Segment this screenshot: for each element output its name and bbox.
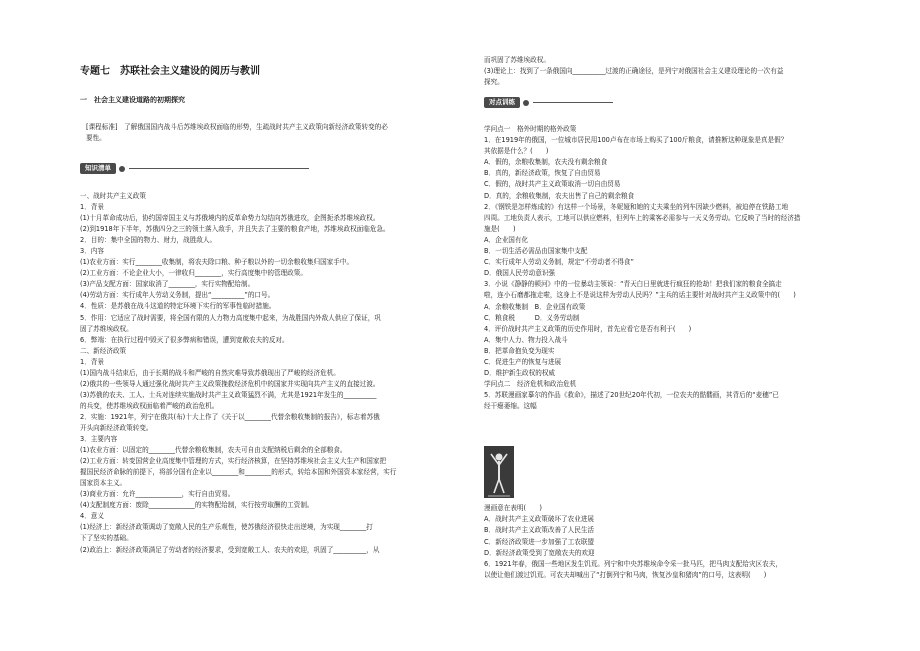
question-line: 3．小说《静静的顿河》中的一位暴动主领说：“青天白日里就进行疯狂的抢劫！把我们家的粮食全搞走	[484, 280, 782, 289]
question-line: A．假的，余粮收集制，农夫没有剩余粮食	[484, 158, 608, 167]
left-column	[80, 191, 440, 556]
question-line: 其依据是什么？( )	[484, 147, 549, 156]
bullet-icon	[523, 100, 529, 106]
question-line: 施是( )	[484, 224, 516, 233]
banner-rule	[533, 102, 613, 103]
question-line: 学问点一 格外时期的格外政策	[484, 125, 577, 133]
question-line: A．企业国有化	[484, 235, 529, 244]
text-line: 2．目的：集中全国的物力、财力，战胜敌人。	[80, 236, 217, 245]
text-line: 而巩固了苏维埃政权。	[484, 56, 550, 64]
text-line: (4)劳动方面：实行成年人劳动义务制，提出“__________”的口号。	[80, 291, 275, 300]
question-line: C．实行成年人劳动义务制，规定“不劳动者不得食”	[484, 258, 634, 267]
text-line: (1)十月革命成功后，协约国帝国主义与苏俄境内的反革命势力勾结向苏俄进攻，企图扼杀苏维埃政权。	[80, 214, 380, 223]
knowledge-banner	[80, 163, 309, 174]
curriculum-standard	[86, 122, 438, 144]
question-line: D．俄国人民劳动意识强	[484, 269, 556, 278]
text-line: 的兵变，使苏维埃政权面临着严峻的政治危机。	[80, 401, 219, 410]
question-line: A．余粮收集制 B．企业国有政策	[484, 302, 586, 311]
question-line: 啦，连小石磨都拖走啦，这身上不是说这样为劳动人民吗？”主兵的话主要针对战时共产主义政策中的( )	[484, 291, 796, 300]
text-line: 3．内容	[80, 247, 104, 256]
text-line: 探究。	[484, 78, 504, 86]
question-line: 2．《钢铁是怎样炼成的》有这样一个场景，冬妮娅和她的丈夫乘坐的列车因缺少燃料，被迫停在铁路工地	[484, 202, 789, 211]
question-line: D．维护新生政权的权威	[484, 369, 556, 378]
question-line: B．战时共产主义政策改善了人民生活	[484, 526, 595, 535]
standard-line: 要性。	[86, 134, 106, 142]
text-line: (1)农业方面：以固定的________代替余粮收集制，农夫可自由支配纳税后剩余的全部粮食。	[80, 446, 347, 455]
text-line: 握国民经济命脉的前提下，将部分国有企业以________和________的形式，转给本国和外国资本家经营，实行	[80, 468, 397, 477]
question-line: 学问点二 经济危机和政治危机	[484, 380, 577, 389]
cartoon-image	[484, 446, 514, 498]
text-line: 2．实施：1921年，列宁在俄共(布)十大上作了《关于以________代替余粮收集制的报告》，标志着苏俄	[80, 412, 380, 421]
section-heading: 一 社会主义建设道路的初期探究	[80, 96, 185, 104]
question-line: 以使让他们渡过饥荒。可农夫却喊出了“打倒列宁和马肉，恢复沙皇和猪肉”的口号，这表明( )	[484, 571, 767, 580]
text-line: 3．主要内容	[80, 435, 118, 444]
banner-label: 对点训练	[484, 97, 520, 108]
text-line: 国家资本主义。	[80, 479, 127, 488]
text-line: 4．性质：是苏俄在战斗这道的特定环境下实行的军事性临时措施。	[80, 302, 276, 311]
text-line: (1)农业方面：实行________收集制，将农夫除口粮、种子粮以外的一切余粮收集归国家手中。	[80, 258, 354, 267]
bullet-icon	[119, 166, 125, 172]
question-line: D．真的，余粮收集制，农夫出售了自己的剩余粮食	[484, 191, 635, 200]
text-line: (2)政治上：新经济政策满足了劳动者的经济要求，受到宽敞工人、农夫的欢迎，巩固了__________，从	[80, 545, 380, 554]
text-line: (2)工业方面：不论企业大小，一律收归________，实行高度集中的管理政策。	[80, 269, 307, 278]
text-line: (3)苏俄的农夫、工人、士兵对连续实施战时共产主义政策猛烈不满，尤其是1921年发生的__________	[80, 390, 377, 399]
question-line: B．真的，新经济政策，恢复了自由贸易	[484, 169, 601, 178]
question-line: 5．苏联漫画家摹尔的作品《救命》，描述了20世纪20年代初，一位农夫的骷髅画，其背后的“麦穗”已	[484, 391, 779, 400]
banner-rule	[129, 168, 309, 169]
question-line: C．假的，战时共产主义政策取消一切自由贸易	[484, 180, 621, 189]
right-column-bottom	[484, 503, 844, 581]
text-line: 开头向新经济政策转变。	[80, 423, 153, 432]
right-column-top	[484, 55, 844, 88]
text-line: 固了苏维埃政权。	[80, 324, 133, 333]
page-title: 专题七 苏联社会主义建设的阅历与教训	[80, 66, 260, 77]
text-line: 5．作用：它适应了战时需要，将全国有限的人力物力高度集中起来，为战胜国内外敌人供应了保证，巩	[80, 313, 381, 322]
question-line: 1．在1919年的俄国，一位城市居民用100卢布在市场上购买了100斤粮食，请推断这种现象是真是假？	[484, 136, 788, 145]
text-line: (3)商业方面：允许______________，实行自由贸易。	[80, 490, 235, 499]
text-line: (2)俄共的一些领导人通过强化战时共产主义政策挽救经济危机中的国家并实现向共产主义的直接过渡。	[80, 379, 380, 388]
question-line: C．新经济政策进一步加强了工农联盟	[484, 537, 595, 546]
question-line: 经干瘪萎缩。这幅	[484, 402, 537, 411]
text-line: 6．弊端：在执行过程中毁灭了很多弊病和错误，遭到宽敞农夫的反对。	[80, 335, 289, 344]
standard-line: [课程标准] 了解俄国国内战斗后苏维埃政权面临的形势，生疏战时共产主义政策向新经济政策转变的必	[86, 123, 388, 131]
question-line: 四周。工地负责人表示，工地可以供应燃料，但列车上的乘客必需参与一天义务劳动。它反映了当时的经济措	[484, 213, 801, 222]
question-line: B．把革命抱负变为现实	[484, 346, 555, 355]
text-line: (1)经济上：新经济政策调动了宽敞人民的生产乐观性，使苏俄经济很快走出逆境，为实现________打	[80, 523, 373, 532]
question-line: B．一切生活必需品由国家集中支配	[484, 247, 588, 256]
question-line: C．促进生产的恢复与进展	[484, 357, 562, 366]
text-line: (2)工业方面：转变国营企业高度集中管理的方式，实行经济核算，在坚持苏维埃社会主义大生产和国家把	[80, 457, 387, 466]
text-line: (1)国内战斗结束后，由于长期的战斗和严峻的自然灾难导致苏俄现出了严峻的经济危机。	[80, 368, 340, 377]
question-line: A．集中人力、物力投入战斗	[484, 335, 568, 344]
right-column	[484, 124, 844, 412]
text-line: (2)到1918年下半年，苏俄四分之三的领土落入敌手，并且失去了主要的粮食产地，苏维埃政权面临危急。	[80, 225, 390, 234]
question-line: D．新经济政策受到了宽敞农夫的欢迎	[484, 548, 595, 557]
text-line: 一、战时共产主义政策	[80, 192, 146, 200]
practice-banner	[484, 97, 613, 108]
text-line: 1．背景	[80, 203, 104, 212]
question-line: 4．评价战时共产主义政策的历史作用时，首先应看它是否有利于( )	[484, 324, 692, 333]
text-line: 二、新经济政策	[80, 346, 127, 355]
text-line: 下了坚实的基础。	[80, 534, 133, 543]
question-line: C．粮食税 D．义务劳动制	[484, 313, 580, 322]
text-line: (3)理论上：找到了一条俄国向__________过渡的正确途径，是列宁对俄国社会主义建设理论的一次有益	[484, 67, 784, 75]
text-line: (4)支配制度方面：废除______________的实物配给制，实行按劳取酬的工资制。	[80, 501, 314, 510]
text-line: (3)产品支配方面：国家取消了________，实行实物配给制。	[80, 280, 255, 289]
text-line: 4．意义	[80, 512, 104, 521]
question-line: 漫画意在表明( )	[484, 504, 542, 512]
banner-label: 知识清单	[80, 163, 116, 174]
question-line: A．战时共产主义政策破坏了农业进展	[484, 515, 595, 524]
question-line: 6．1921年春，俄国一些地区发生饥荒。列宁和中央苏维埃命令采一批马匹，把马肉支配给灾区农夫，	[484, 560, 782, 569]
text-line: 1．背景	[80, 357, 104, 366]
